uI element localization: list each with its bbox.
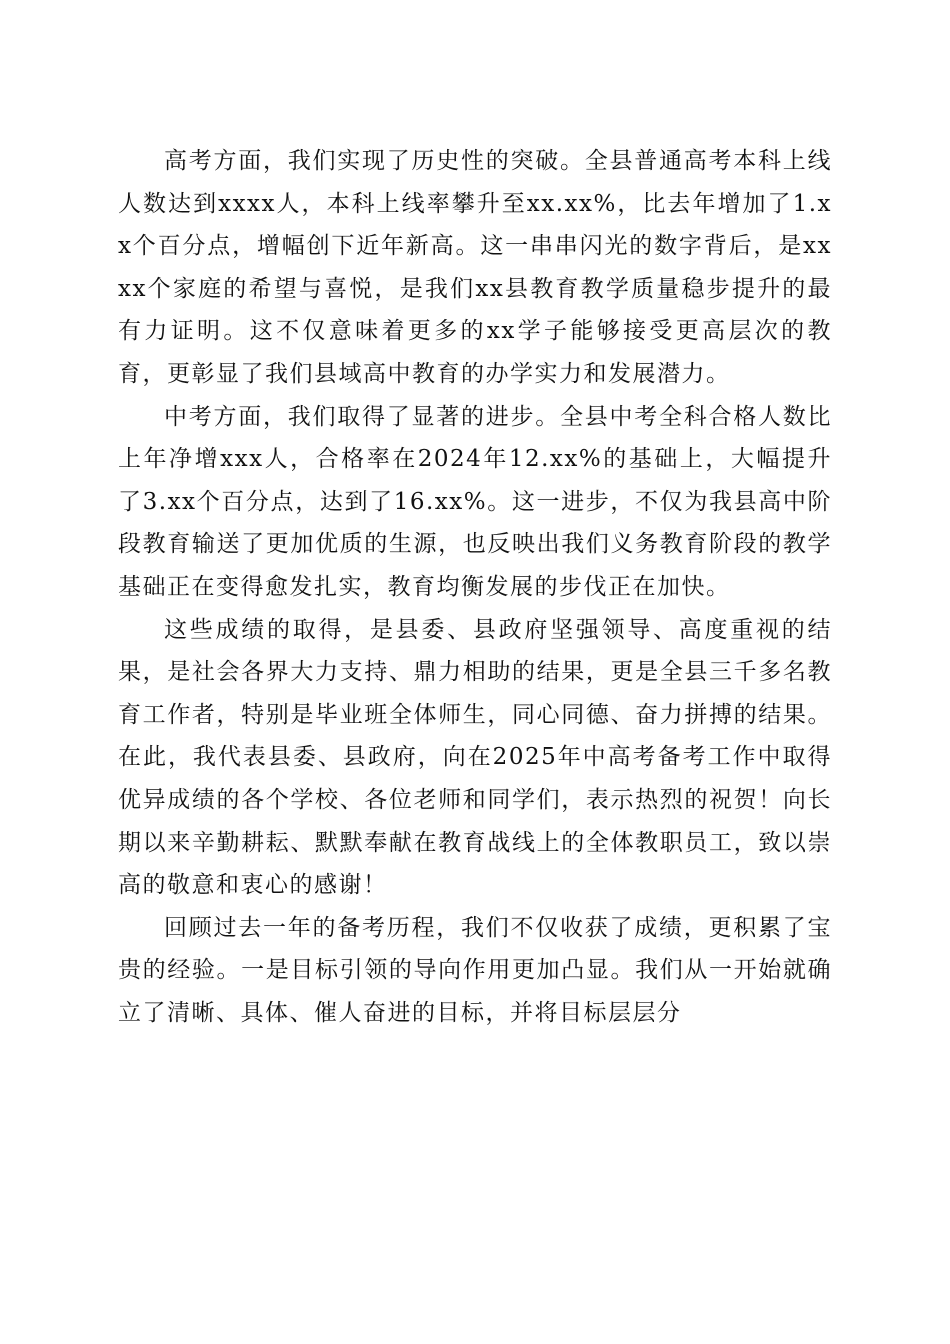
- paragraph-review: 回顾过去一年的备考历程，我们不仅收获了成绩，更积累了宝贵的经验。一是目标引领的导向作用更加凸显。我们从一开始就确立了清晰、具体、催人奋进的目标，并将目标层层分: [118, 914, 832, 1026]
- paragraph-acknowledgement: 这些成绩的取得，是县委、县政府坚强领导、高度重视的结果，是社会各界大力支持、鼎力相助的结果，更是全县三千多名教育工作者，特别是毕业班全体师生，同心同德、奋力拼搏的结果。在此，我代表县委、县政府，向在2025年中高考备考工作中取得优异成绩的各个学校、各位老师和同学们，表示热烈的祝贺！向长期以来辛勤耕耘、默默奉献在教育战线上的全体教职员工，致以崇高的敬意和衷心的感谢！: [118, 616, 832, 899]
- paragraph-zhongkao: 中考方面，我们取得了显著的进步。全县中考全科合格人数比上年净增xxx人，合格率在2024年12.xx%的基础上，大幅提升了3.xx个百分点，达到了16.xx%。这一进步，不仅为我县高中阶段教育输送了更加优质的生源，也反映出我们义务教育阶段的教学基础正在变得愈发扎实，教育均衡发展的步伐正在加快。: [118, 403, 832, 600]
- document-page: [118, 140, 832, 1034]
- paragraph-gaokao: 高考方面，我们实现了历史性的突破。全县普通高考本科上线人数达到xxxx人，本科上线率攀升至xx.xx%，比去年增加了1.xx个百分点，增幅创下近年新高。这一串串闪光的数字背后，是xxxx个家庭的希望与喜悦，是我们xx县教育教学质量稳步提升的最有力证明。这不仅意味着更多的xx学子能够接受更高层次的教育，更彰显了我们县域高中教育的办学实力和发展潜力。: [118, 148, 832, 387]
